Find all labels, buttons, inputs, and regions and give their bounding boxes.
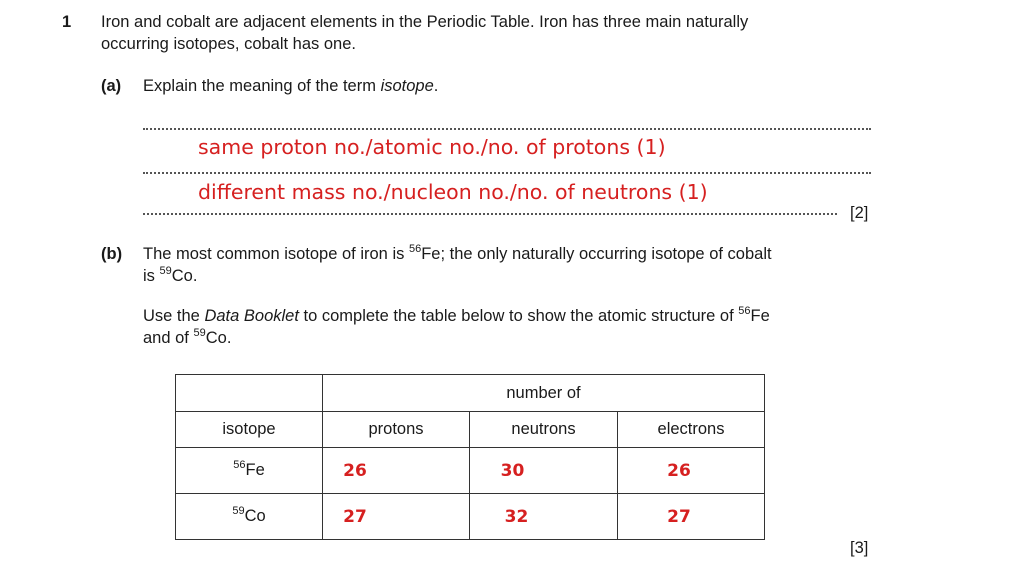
part-a-prompt-prefix: Explain the meaning of the term xyxy=(143,77,381,95)
co-symbol: Co xyxy=(171,267,193,285)
part-b-line2 xyxy=(143,265,197,287)
instr-line2-b: . xyxy=(226,329,232,347)
fe-mass-number-2: 56 xyxy=(738,305,751,317)
table-row xyxy=(176,448,765,494)
isotope-cell xyxy=(176,448,323,494)
part-b-line2-a: is xyxy=(143,267,160,285)
protons-value: 26 xyxy=(343,460,367,481)
table-empty-header xyxy=(176,375,323,412)
table-row xyxy=(176,494,765,540)
part-b-marks: [3] xyxy=(850,539,869,557)
neutrons-value: 30 xyxy=(500,460,525,481)
answer-a-line2: different mass no./nucleon no./no. of neutrons (1) xyxy=(198,180,708,204)
atomic-structure-table xyxy=(175,374,765,540)
electrons-value: 26 xyxy=(667,460,691,481)
protons-value: 27 xyxy=(343,506,367,527)
col-protons-header: protons xyxy=(323,412,470,448)
protons-cell xyxy=(323,448,470,494)
co-mass-number-2: 59 xyxy=(193,327,206,339)
part-a-prompt-term: isotope xyxy=(380,77,434,95)
col-electrons-header: electrons xyxy=(618,412,765,448)
part-b-line2-b: . xyxy=(192,267,198,285)
isotope-cell xyxy=(176,494,323,540)
instr-b: to complete the table below to show the atomic structure of xyxy=(298,307,739,325)
col-neutrons-header: neutrons xyxy=(470,412,618,448)
data-booklet-term: Data Booklet xyxy=(204,307,299,325)
isotope-symbol: Fe xyxy=(245,461,265,479)
protons-cell xyxy=(323,494,470,540)
part-b-line1 xyxy=(143,243,772,265)
isotope-symbol: Co xyxy=(244,507,266,525)
fe-mass-number: 56 xyxy=(408,243,422,255)
answer-line-1 xyxy=(143,128,871,130)
neutrons-value: 32 xyxy=(504,506,529,527)
part-a-prompt-suffix: . xyxy=(433,77,439,95)
electrons-cell xyxy=(618,448,765,494)
neutrons-cell xyxy=(470,494,618,540)
isotope-mass: 59 xyxy=(232,505,245,517)
instr-line2-a: and of xyxy=(143,329,194,347)
question-intro-line2: occurring isotopes, cobalt has one. xyxy=(101,35,356,53)
part-b-label: (b) xyxy=(101,245,123,263)
part-b-instruction-line2 xyxy=(143,327,231,349)
co-symbol-2: Co xyxy=(205,329,227,347)
number-of-header: number of xyxy=(323,375,765,412)
question-number: 1 xyxy=(62,13,72,31)
neutrons-cell xyxy=(470,448,618,494)
part-b-line1-a: The most common isotope of iron is xyxy=(143,245,409,263)
electrons-cell xyxy=(618,494,765,540)
fe-symbol-2: Fe xyxy=(750,307,770,325)
part-a-label: (a) xyxy=(101,77,122,95)
answer-line-3 xyxy=(143,213,837,215)
fe-symbol: Fe xyxy=(421,245,441,263)
isotope-mass: 56 xyxy=(233,459,246,471)
answer-line-2 xyxy=(143,172,871,174)
part-a-prompt xyxy=(143,75,438,97)
part-b-line1-b: ; the only naturally occurring isotope of cobalt xyxy=(440,245,772,263)
electrons-value: 27 xyxy=(667,506,691,527)
question-intro-line1: Iron and cobalt are adjacent elements in the Periodic Table. Iron has three main naturally xyxy=(101,13,749,31)
instr-a: Use the xyxy=(143,307,205,325)
part-a-marks: [2] xyxy=(850,204,869,222)
co-mass-number: 59 xyxy=(159,265,172,277)
col-isotope-header: isotope xyxy=(176,412,323,448)
part-b-instruction-line1 xyxy=(143,305,770,327)
answer-a-line1: same proton no./atomic no./no. of protons (1) xyxy=(198,135,666,159)
